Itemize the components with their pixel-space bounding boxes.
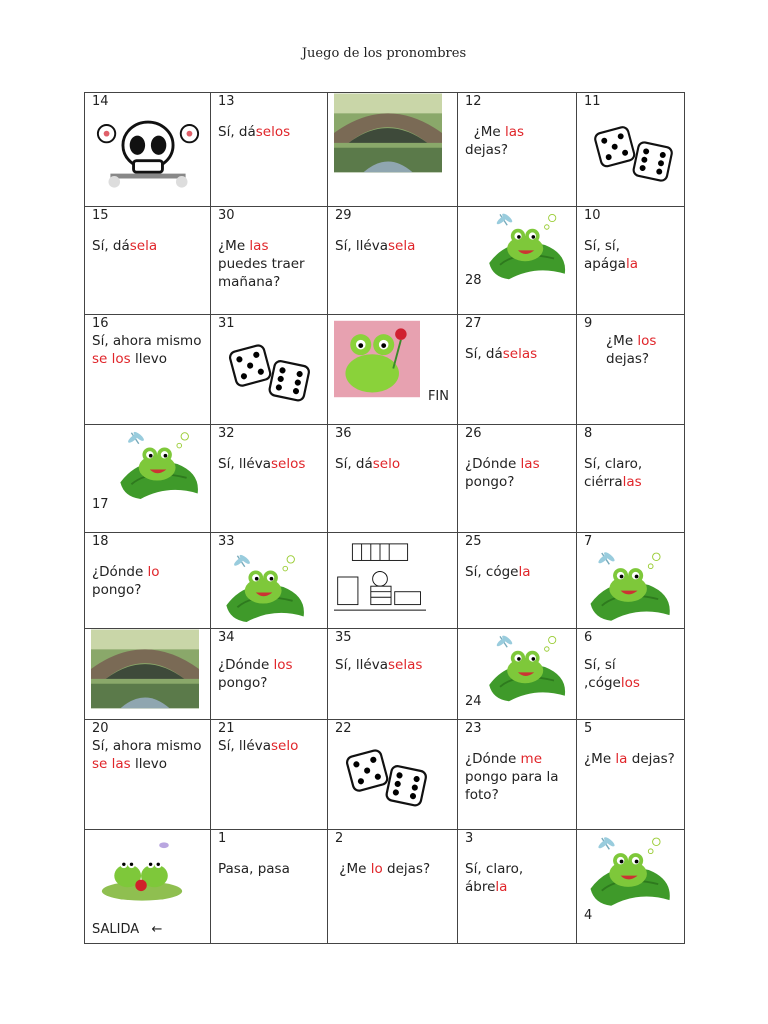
square-26 — [458, 425, 577, 533]
frog-icon — [482, 209, 572, 281]
square-number: 2 — [335, 831, 344, 846]
square-31 — [211, 315, 328, 425]
square-20 — [85, 720, 211, 830]
square-10 — [577, 207, 685, 315]
square-22 — [328, 720, 458, 830]
game-board — [84, 92, 685, 944]
square-phrase: ¿Dónde los pongo? — [218, 657, 293, 691]
square-number: 16 — [92, 316, 109, 331]
square-34 — [211, 629, 328, 720]
start-label: SALIDA ← — [92, 922, 163, 937]
square-number: 27 — [465, 316, 482, 331]
square-phrase: ¿Me la dejas? — [584, 751, 675, 767]
dice-icon — [342, 742, 432, 812]
square-number: 32 — [218, 426, 235, 441]
square-3 — [458, 830, 577, 944]
square-salida — [85, 830, 211, 944]
square-13 — [211, 93, 328, 207]
square-prisoner — [328, 533, 458, 629]
square-number: 26 — [465, 426, 482, 441]
square-phrase: ¿Dónde las pongo? — [465, 456, 540, 490]
square-35 — [328, 629, 458, 720]
square-28 — [458, 207, 577, 315]
square-7 — [577, 533, 685, 629]
square-number: 18 — [92, 534, 109, 549]
square-18 — [85, 533, 211, 629]
square-number: 34 — [218, 630, 235, 645]
square-number: 25 — [465, 534, 482, 549]
square-bridge — [328, 93, 458, 207]
square-number: 15 — [92, 208, 109, 223]
square-5 — [577, 720, 685, 830]
two-frogs-image — [99, 836, 185, 906]
square-number: 6 — [584, 630, 593, 645]
square-phrase: ¿Me los dejas? — [606, 333, 657, 367]
square-number: 11 — [584, 94, 601, 109]
frog-icon — [219, 549, 311, 625]
square-number: 20 — [92, 721, 109, 736]
square-phrase: Sí, dásela — [92, 238, 158, 254]
square-29 — [328, 207, 458, 315]
finish-label: FIN — [427, 389, 449, 404]
square-number: 33 — [218, 534, 235, 549]
square-number: 13 — [218, 94, 235, 109]
square-16 — [85, 315, 211, 425]
arrow-left-icon: ← — [151, 922, 163, 937]
square-23 — [458, 720, 577, 830]
square-number: 28 — [465, 273, 482, 288]
square-number: 9 — [584, 316, 593, 331]
square-12 — [458, 93, 577, 207]
frog-icon — [482, 631, 572, 703]
square-fin — [328, 315, 458, 425]
square-phrase: Sí, claro, ábrela — [465, 861, 524, 895]
prisoner-image — [334, 533, 426, 621]
square-8 — [577, 425, 685, 533]
square-phrase: Sí, dáselas — [465, 346, 538, 362]
frog-icon — [113, 427, 205, 501]
square-bridge-2 — [85, 629, 211, 720]
square-phrase: ¿Me las puedes traer mañana? — [218, 238, 305, 290]
square-21 — [211, 720, 328, 830]
square-6 — [577, 629, 685, 720]
square-phrase: Sí, sí, apágala — [584, 238, 638, 272]
square-phrase: ¿Dónde me pongo para la foto? — [465, 751, 559, 803]
square-27 — [458, 315, 577, 425]
square-9 — [577, 315, 685, 425]
square-33 — [211, 533, 328, 629]
square-number: 3 — [465, 831, 474, 846]
square-25 — [458, 533, 577, 629]
square-30 — [211, 207, 328, 315]
square-phrase: Sí, llévasela — [335, 238, 416, 254]
square-phrase: Sí, llévaselas — [335, 657, 423, 673]
bridge-image — [334, 93, 442, 173]
square-number: 29 — [335, 208, 352, 223]
square-phrase: Sí, cógela — [465, 564, 531, 580]
square-number: 5 — [584, 721, 593, 736]
square-phrase: Sí, sí ,cógelos — [584, 657, 640, 691]
square-4 — [577, 830, 685, 944]
square-number: 22 — [335, 721, 352, 736]
square-1 — [211, 830, 328, 944]
square-number: 14 — [92, 94, 109, 109]
square-number: 12 — [465, 94, 482, 109]
frog-flower-image — [334, 317, 420, 401]
square-phrase: ¿Dónde lo pongo? — [92, 564, 160, 598]
frog-icon — [583, 547, 677, 623]
square-phrase: ¿Me lo dejas? — [339, 861, 431, 877]
square-number: 23 — [465, 721, 482, 736]
square-number: 4 — [584, 908, 593, 923]
square-17 — [85, 425, 211, 533]
square-number: 30 — [218, 208, 235, 223]
square-phrase: Sí, claro, ciérralas — [584, 456, 643, 490]
square-number: 35 — [335, 630, 352, 645]
frog-icon — [583, 832, 677, 908]
square-number: 21 — [218, 721, 235, 736]
square-phrase: Sí, llévaselo — [218, 738, 299, 754]
square-number: 36 — [335, 426, 352, 441]
square-11 — [577, 93, 685, 207]
dice-icon — [591, 119, 677, 187]
square-phrase: Sí, dáselo — [335, 456, 401, 472]
square-number: 10 — [584, 208, 601, 223]
square-number: 8 — [584, 426, 593, 441]
square-number: 24 — [465, 694, 482, 709]
dice-icon — [225, 337, 315, 407]
square-phrase: Sí, llévaselos — [218, 456, 306, 472]
square-2 — [328, 830, 458, 944]
square-phrase: ¿Me las dejas? — [465, 124, 525, 158]
bridge-image — [91, 629, 199, 709]
square-phrase: Sí, dáselos — [218, 124, 291, 140]
square-phrase: Sí, ahora mismo se los llevo — [92, 333, 202, 367]
square-32 — [211, 425, 328, 533]
square-number: 31 — [218, 316, 235, 331]
square-phrase: Sí, ahora mismo se las llevo — [92, 738, 202, 772]
square-number: 7 — [584, 534, 593, 549]
square-24 — [458, 629, 577, 720]
skull-icon — [95, 111, 201, 191]
square-number: 1 — [218, 831, 227, 846]
square-number: 17 — [92, 497, 109, 512]
square-15 — [85, 207, 211, 315]
square-14 — [85, 93, 211, 207]
square-phrase: Pasa, pasa — [218, 861, 290, 877]
page-title: Juego de los pronombres — [301, 46, 467, 61]
square-36 — [328, 425, 458, 533]
